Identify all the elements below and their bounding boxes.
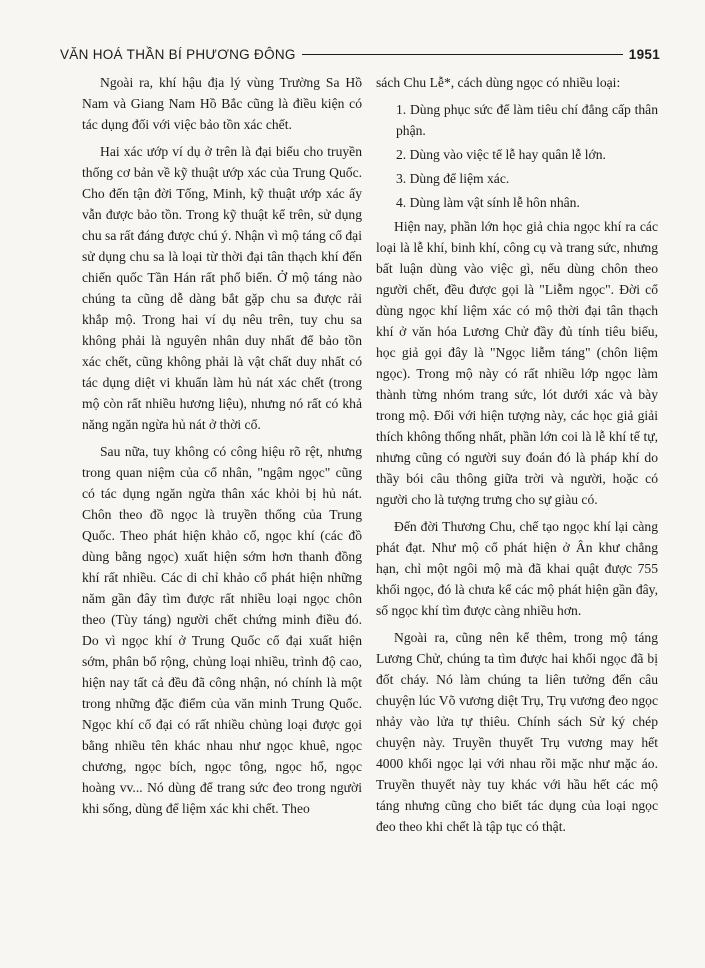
paragraph: Đến đời Thương Chu, chế tạo ngọc khí lại càng phát đạt. Như mộ cổ phát hiện ở Ân khư chẳng hạn, chỉ một ngôi mộ mà đã khai quật được 755 khối ngọc, đó là chưa kể các mộ phát hiện gần đây, số ngọc khí tìm được càng nhiều hơn. [376, 519, 658, 618]
paragraph: Ngoài ra, cũng nên kể thêm, trong mộ táng Lương Chử, chúng ta tìm được hai khối ngọc đã bị đốt cháy. Nó làm chúng ta liên tưởng đến câu chuyện lúc Võ vương diệt Trụ, Trụ vương đeo ngọc nhảy vào lửa tự thiêu. Chính sách Sử ký chép chuyện này. Truyền thuyết Trụ vương may hết 4000 khối ngọc lại với nhau rồi mặc như mặc áo. Truyền thuyết này tuy khác với hầu hết các mộ táng nhưng cũng cho biết tác dụng của loại ngọc đeo theo khi chết là tập tục có thật. [376, 630, 658, 834]
page-number: 1951 [628, 46, 660, 62]
paragraph: Ngoài ra, khí hậu địa lý vùng Trường Sa Hồ Nam và Giang Nam Hồ Bắc cũng là điều kiện có tác dụng đối với việc bảo tồn xác chết. [82, 75, 362, 132]
running-header [60, 44, 660, 64]
right-column [376, 72, 658, 843]
paragraph: sách Chu Lễ*, cách dùng ngọc có nhiều loại: [376, 75, 621, 90]
paragraph: Sau nữa, tuy không có công hiệu rõ rệt, nhưng trong quan niệm của cổ nhân, "ngậm ngọc" cũng có tác dụng ngăn ngừa thân xác khỏi bị hủ nát. Chôn theo đồ ngọc là truyền thống của Trung Quốc. Theo phát hiện khảo cổ, ngọc khí (các đồ dùng bằng ngọc) xuất hiện sớm hơn thanh đồng khí rất nhiều. Các di chỉ khảo cổ phát hiện những năm gần đây tìm được rất nhiều loại ngọc chôn theo (Tùy táng) người chết chứng minh điều đó. Do vì ngọc khí ở Trung Quốc cổ đại xuất hiện sớm, phân bổ rộng, chủng loại nhiều, trình độ cao, hiện nay tất cả đều đã công nhận, nó chính là một trong những đặc điểm của văn minh Trung Quốc. Ngọc khí cổ đại có rất nhiều chủng loại được gọi bằng nhiều tên khác nhau như ngọc khuê, ngọc chương, ngọc bích, ngọc tông, ngọc hổ, ngọc hoàng vv... Nó dùng để trang sức đeo trong người khi sống, dùng để liệm xác khi chết. Theo [82, 444, 362, 816]
paragraph: Hai xác ướp ví dụ ở trên là đại biểu cho truyền thống cơ bản về kỹ thuật ướp xác của Trung Quốc. Cho đến tận đời Tống, Minh, kỹ thuật ướp xác ấy vẫn được bảo tồn. Trong kỹ thuật kể trên, sử dụng chu sa rất đáng được chú ý. Nhận vì mộ táng cổ đại sử dụng chu sa là loại từ thời đại tân thạch khí đến chiến quốc Tần Hán rất phổ biến. Ở mộ táng nào chúng ta cũng dễ dàng bắt gặp chu sa được rải khắp mộ. Trong hai ví dụ nêu trên, tuy chu sa không phải là nguyên nhân duy nhất để bảo tồn xác chết, cũng không phải là vật chất duy nhất có tác dụng diệt vi khuẩn làm hủ nát xác chết (trong mộ còn rất nhiều hương liệu), nhưng nó rất có khả năng ngăn ngừa hủ nát ở thời cổ. [82, 144, 362, 432]
list-item: 1. Dùng phục sức để làm tiêu chí đẳng cấp thân phận. [396, 102, 658, 138]
header-rule [302, 54, 623, 55]
book-title: VĂN HOÁ THẦN BÍ PHƯƠNG ĐÔNG [60, 46, 296, 62]
paragraph: Hiện nay, phần lớn học giả chia ngọc khí ra các loại là lễ khí, binh khí, công cụ và trang sức, nhưng bất luận dùng vào việc gì, nếu dùng chôn theo người chết, đều được gọi là "Liễm ngọc". Đời cổ dùng ngọc khí liệm xác có mộ thời đại tân thạch khí ở văn hóa Lương Chử đầy đủ tính tiêu biểu, học giả gọi đây là "Ngọc liễm táng" (chôn liệm ngọc). Trong mộ này có rất nhiều lớp ngọc làm thành từng nhóm trang sức, lót dưới xác và bày trong mộ. Đối với hiện tượng này, các học giả giải thích không thống nhất, phần lớn coi là lễ khí tế tự, nhưng cũng có người suy đoán đó là pháp khí do thầy bói câu thông giữa trời và người, hoặc có người cho là tượng trưng cho sự giàu có. [376, 219, 658, 507]
list-item: 3. Dùng để liệm xác. [396, 171, 510, 186]
list-item: 2. Dùng vào việc tế lễ hay quân lễ lớn. [396, 147, 606, 162]
list-item: 4. Dùng làm vật sính lễ hôn nhân. [396, 195, 580, 210]
left-column [82, 72, 362, 825]
